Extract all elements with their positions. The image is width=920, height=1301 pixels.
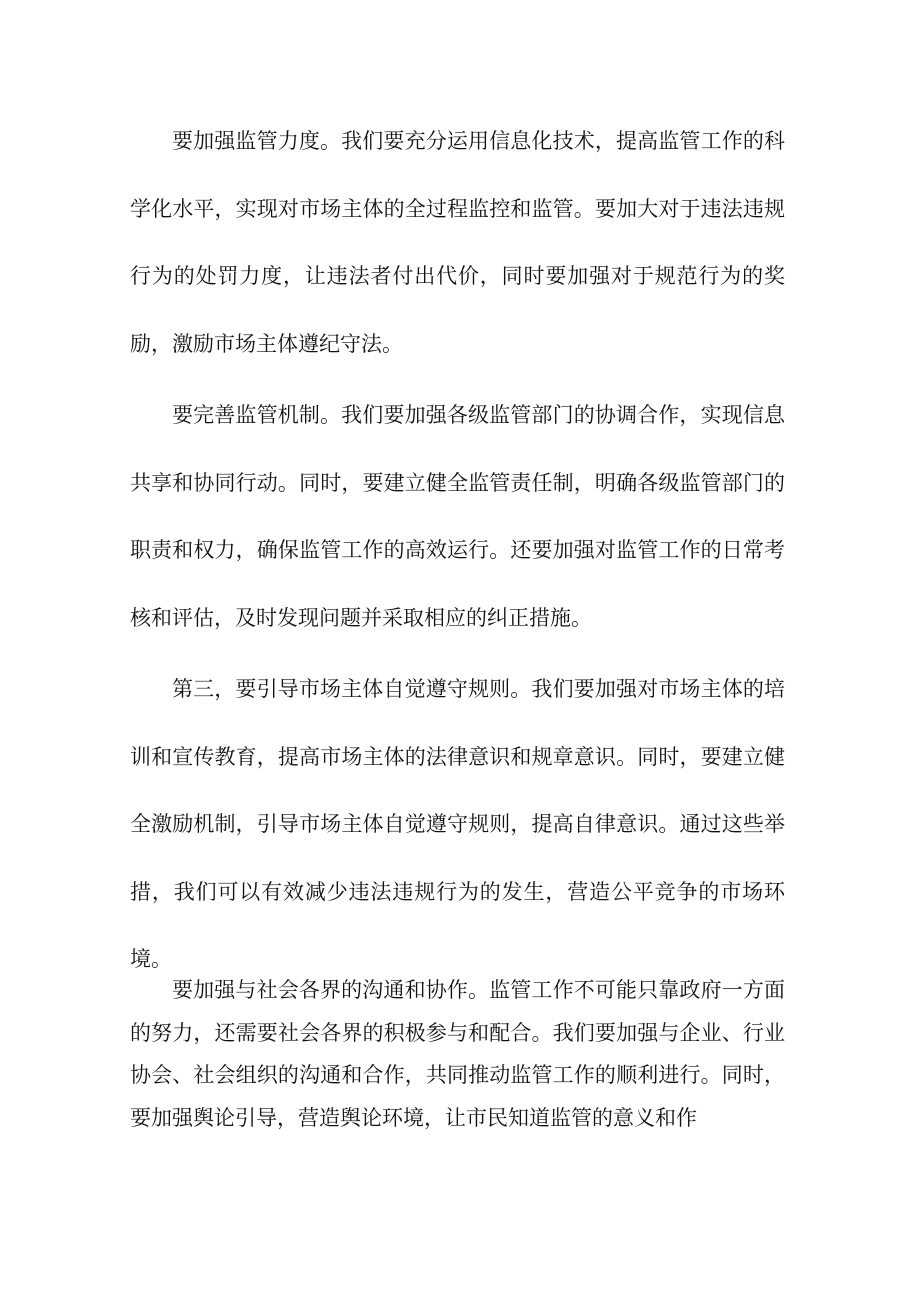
paragraph-communication-cooperation: 要加强与社会各界的沟通和协作。监管工作不可能只靠政府一方面的努力，还需要社会各界的积极参与和配合。我们要加强与企业、行业协会、社会组织的沟通和合作，共同推动监管工作的顺利进行。同时，要加强舆论引导，营造舆论环境，让市民知道监管的意义和作 [130, 978, 785, 1130]
paragraph-guide-market-entities: 第三，要引导市场主体自觉遵守规则。我们要加强对市场主体的培训和宣传教育，提高市场主体的法律意识和规章意识。同时，要建立健全激励机制，引导市场主体自觉遵守规则，提高自律意识。通过这些举措，我们可以有效减少违法违规行为的发生，营造公平竞争的市场环境。 [130, 677, 785, 971]
paragraph-improve-mechanism: 要完善监管机制。我们要加强各级监管部门的协调合作，实现信息共享和协同行动。同时，要建立健全监管责任制，明确各级监管部门的职责和权力，确保监管工作的高效运行。还要加强对监管工作的日常考核和评估，及时发现问题并采取相应的纠正措施。 [130, 403, 785, 630]
paragraph-strengthen-supervision: 要加强监管力度。我们要充分运用信息化技术，提高监管工作的科学化水平，实现对市场主体的全过程监控和监管。要加大对于违法违规行为的处罚力度，让违法者付出代价，同时要加强对于规范行为的奖励，激励市场主体遵纪守法。 [130, 129, 785, 356]
